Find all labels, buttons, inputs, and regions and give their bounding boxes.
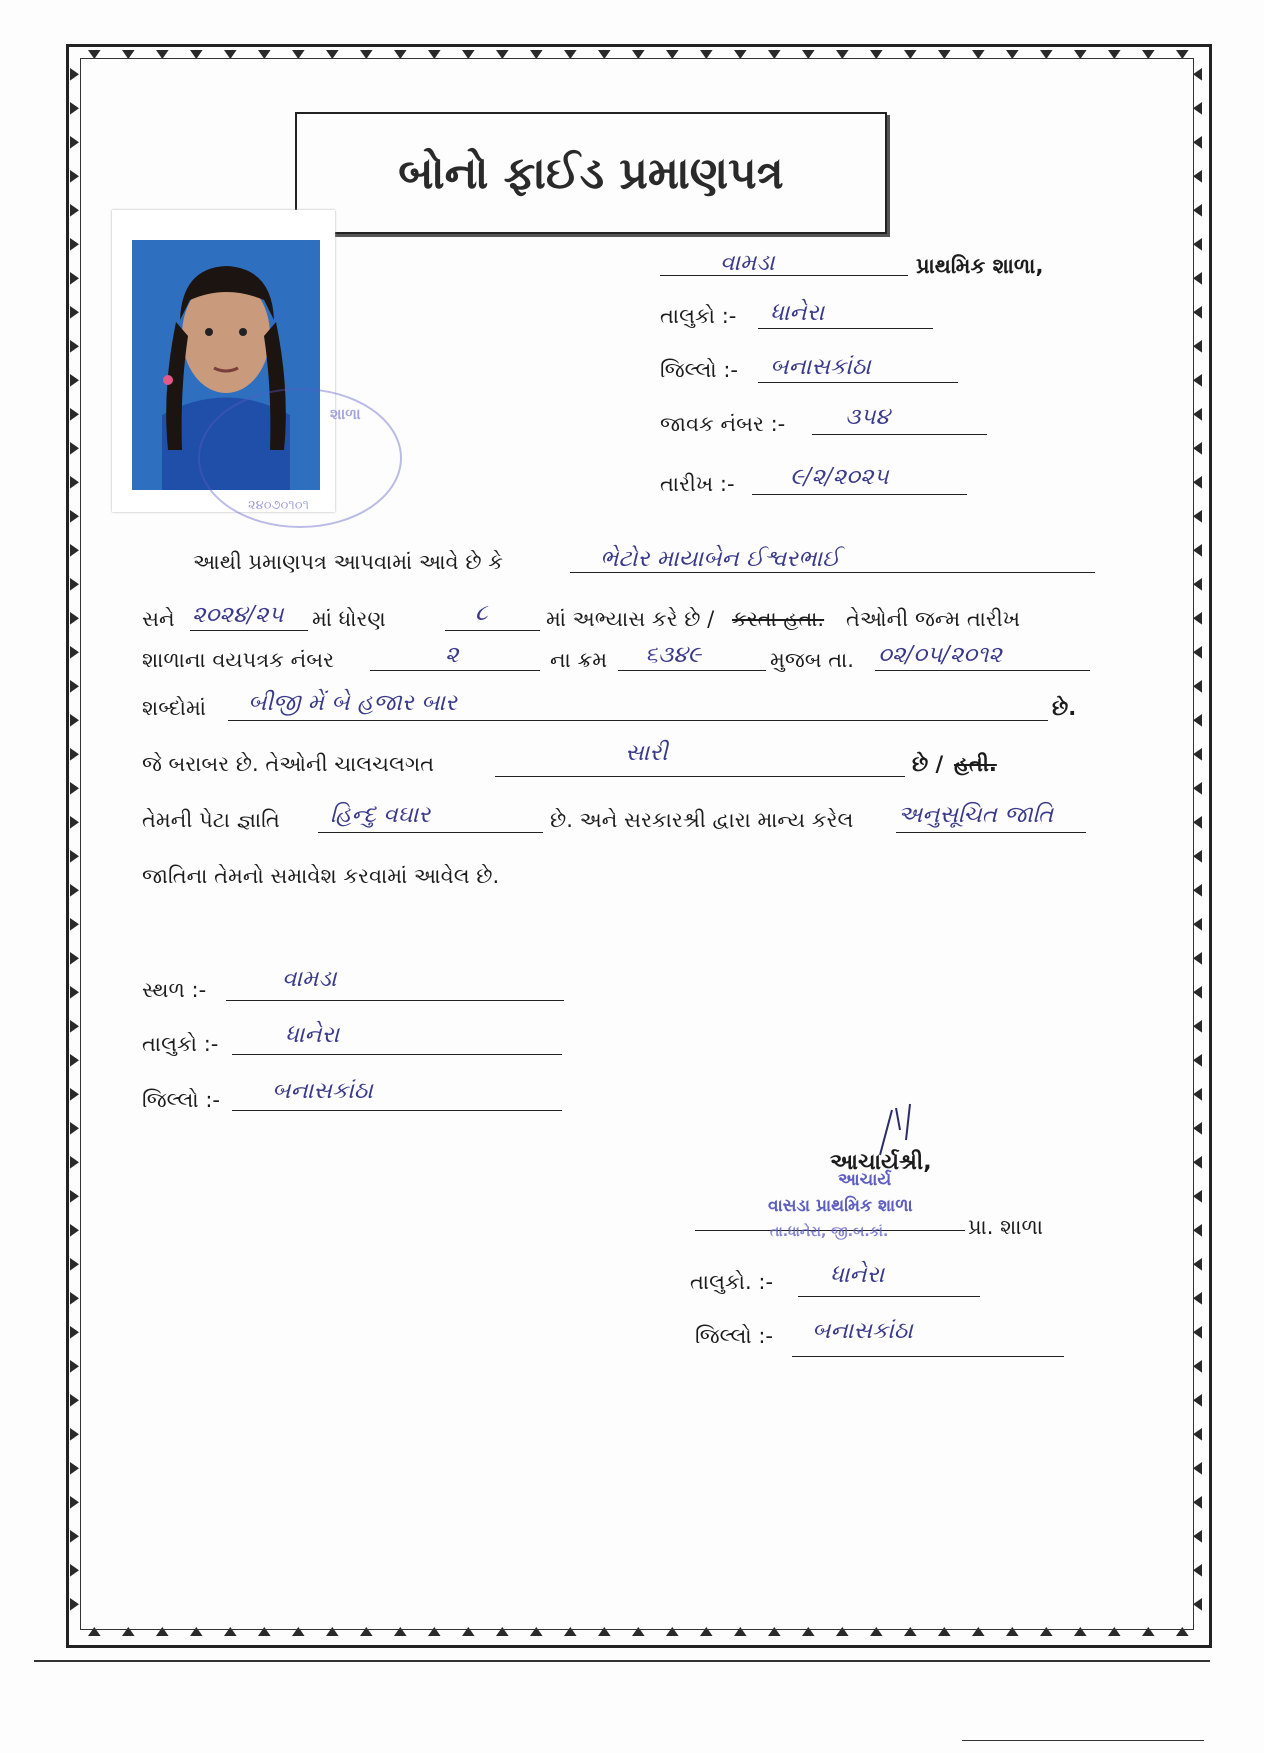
- place-taluka-value: ધાનેરા: [285, 1022, 340, 1048]
- district-line: [758, 382, 958, 383]
- dob-words-line: [228, 720, 1048, 721]
- serial-value: ૬૩૪૯: [645, 642, 702, 668]
- register-value: ૨: [445, 642, 459, 668]
- school-name-value: વામડા: [720, 250, 775, 276]
- place-district-value: બનાસકાંઠા: [272, 1078, 373, 1104]
- caste-mid: છે. અને સરકારશ્રી દ્વારા માન્ય કરેલ: [550, 808, 854, 832]
- year-value: ૨૦૨૪/૨૫: [192, 602, 284, 628]
- school-suffix: પ્રાથમિક શાળા,: [916, 254, 1044, 278]
- dob-value: ૦૨/૦૫/૨૦૧૨: [878, 642, 1002, 668]
- std-label: માં ધોરણ: [312, 607, 386, 631]
- std-line: [445, 630, 540, 631]
- school-name-line: [660, 275, 908, 276]
- stamp-text-top: શાળા: [330, 405, 361, 423]
- signature-district-label: જિલ્લો :-: [695, 1324, 773, 1348]
- place-line: [226, 1000, 564, 1001]
- student-name-value: ભેટોર માયાબેન ઈશ્વરભાઈ: [600, 546, 840, 572]
- signature-district-value: બનાસકાંઠા: [812, 1318, 913, 1344]
- certificate-title: બોનો ફાઈડ પ્રમાણપત્ર: [295, 112, 887, 234]
- studying-text: માં અભ્યાસ કરે છે /: [546, 607, 715, 631]
- register-label: શાળાના વયપત્રક નંબર: [142, 648, 335, 672]
- conduct-line: [495, 776, 905, 777]
- closing-line: જાતિના તેમનો સમાવેશ કરવામાં આવેલ છે.: [142, 864, 500, 888]
- seal-line-1: આચાર્ય: [838, 1170, 892, 1190]
- seal-line-2: વાસડા પ્રાથમિક શાળા: [768, 1196, 913, 1216]
- place-district-label: જિલ્લો :-: [142, 1088, 220, 1112]
- signature-district-line: [792, 1356, 1064, 1357]
- outward-value: ૩૫૪: [845, 404, 890, 430]
- dob-label: તેઓની જન્મ તારીખ: [846, 607, 1021, 631]
- date-line: [752, 494, 967, 495]
- std-value: ૮: [475, 600, 488, 626]
- words-label: શબ્દોમાં: [142, 696, 206, 720]
- place-label: સ્થળ :-: [142, 978, 207, 1002]
- was-studying-text: કરતા હતા.: [732, 607, 825, 631]
- place-value: વામડા: [282, 966, 337, 992]
- caste-line: [318, 832, 543, 833]
- signature-taluka-value: ધાનેરા: [830, 1262, 885, 1288]
- category-value: અનુસૂચિત જાતિ: [898, 802, 1054, 828]
- serial-label: ના ક્રમ: [550, 648, 608, 672]
- outward-label: જાવક નંબર :-: [660, 412, 786, 436]
- category-line: [896, 832, 1086, 833]
- register-line: [370, 670, 540, 671]
- taluka-label: તાલુકો :-: [660, 304, 737, 328]
- bottom-rule-short: [962, 1740, 1204, 1741]
- seal-line-3: તા.ધાનેરા, જી.બ.કાં.: [770, 1224, 889, 1240]
- signature-taluka-label: તાલુકો. :-: [690, 1270, 774, 1294]
- caste-value: હિન્દુ વઘાર: [330, 802, 431, 828]
- place-district-line: [232, 1110, 562, 1111]
- dob-words-value: બીજી મેં બે હજાર બાર: [248, 690, 457, 716]
- district-label: જિલ્લો :-: [660, 358, 738, 382]
- bottom-rule: [34, 1660, 1210, 1662]
- words-suffix: છે.: [1052, 696, 1077, 720]
- date-label: તારીખ :-: [660, 472, 735, 496]
- as-per-label: મુજબ તા.: [770, 648, 854, 672]
- conduct-value: સારી: [625, 740, 668, 766]
- year-label: સને: [142, 607, 175, 631]
- caste-prefix: તેમની પેટા જ્ઞાતિ: [142, 808, 280, 832]
- date-value: ૯/૨/૨૦૨૫: [790, 464, 889, 490]
- conduct-prefix: જે બરાબર છે. તેઓની ચાલચલગત: [142, 752, 435, 776]
- district-value: બનાસકાંઠા: [770, 354, 871, 380]
- dob-line: [875, 670, 1090, 671]
- signature-taluka-line: [798, 1296, 980, 1297]
- body-line1: આથી પ્રમાણપત્ર આપવામાં આવે છે કે: [193, 550, 504, 574]
- place-taluka-line: [232, 1054, 562, 1055]
- principal-label: આચાર્યશ્રી,: [830, 1150, 932, 1175]
- place-taluka-label: તાલુકો :-: [142, 1032, 219, 1056]
- taluka-line: [758, 328, 933, 329]
- conduct-suffix-struck: હતી.: [954, 752, 997, 776]
- signature-school-suffix: પ્રા. શાળા: [968, 1215, 1043, 1239]
- year-line: [190, 630, 308, 631]
- serial-line: [618, 670, 766, 671]
- outward-line: [812, 434, 987, 435]
- taluka-value: ધાનેરા: [770, 300, 825, 326]
- conduct-suffix: છે /: [912, 752, 944, 776]
- stamp-code: ૨૪૦૭૦૧૦૧: [248, 498, 309, 513]
- student-name-line: [570, 572, 1095, 573]
